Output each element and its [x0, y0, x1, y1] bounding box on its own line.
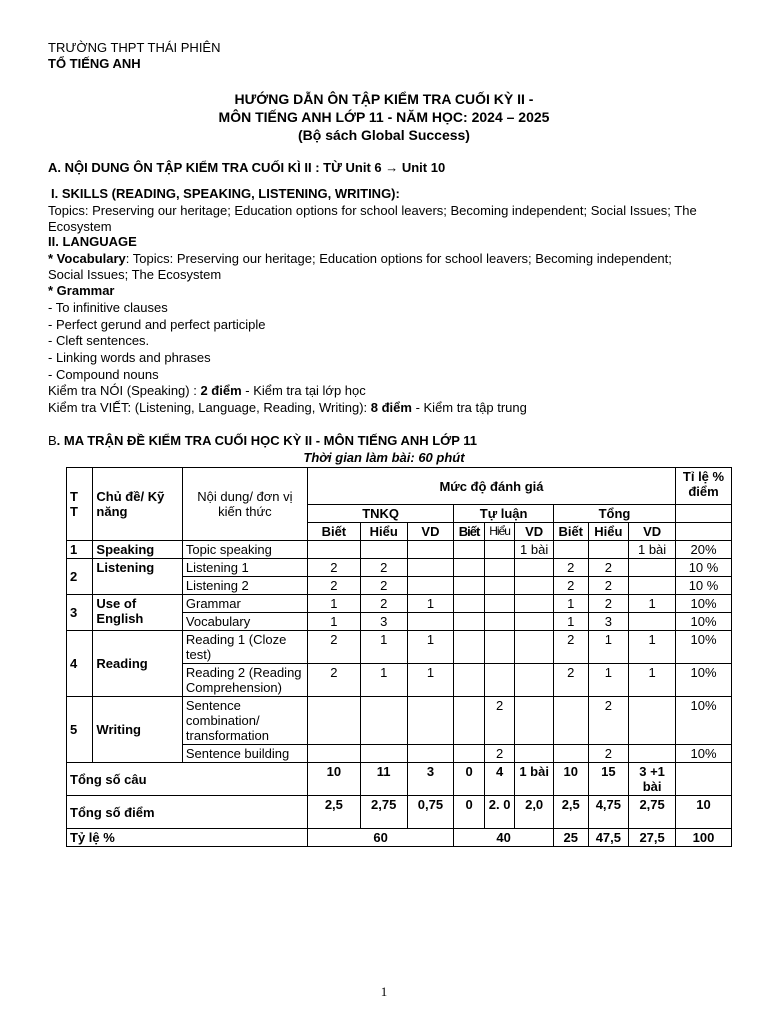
cell-value: 1 — [629, 595, 676, 613]
grammar-item: - To infinitive clauses — [48, 300, 168, 315]
cell-value: 1 — [588, 664, 629, 697]
language-heading: II. LANGUAGE — [48, 234, 137, 249]
header-tong: Tổng — [553, 505, 675, 523]
speaking-score: 2 điểm — [200, 383, 242, 398]
skills-heading: I. SKILLS (READING, SPEAKING, LISTENING, WRITING): — [51, 186, 400, 201]
cell-value: 1 — [360, 631, 407, 664]
row-ratio: 10 % — [676, 577, 732, 595]
vocabulary-label: * Vocabulary — [48, 251, 126, 266]
cell-value: 1 — [407, 595, 454, 613]
grammar-item: - Perfect gerund and perfect participle — [48, 317, 266, 332]
row-label: Tổng số câu — [67, 763, 308, 796]
cell-value: 2 — [360, 595, 407, 613]
row-content: Grammar — [182, 595, 307, 613]
table-row — [67, 697, 732, 745]
cell-value: 3 — [588, 613, 629, 631]
cell-value: 2 — [307, 664, 360, 697]
table-row — [67, 595, 732, 613]
cell-value: 15 — [588, 763, 629, 796]
speaking-prefix: Kiểm tra NÓI (Speaking) : — [48, 383, 201, 398]
table-header-row — [67, 468, 732, 505]
cell-value: 27,5 — [629, 829, 676, 847]
cell-value: 100 — [676, 829, 732, 847]
cell-value: 1 bài — [629, 541, 676, 559]
table-row — [67, 559, 732, 577]
row-topic: Writing — [93, 697, 182, 763]
test-duration: Thời gian làm bài: 60 phút — [303, 450, 465, 465]
cell-value: 2 — [588, 697, 629, 745]
cell-value: 1 — [360, 664, 407, 697]
row-number: 5 — [67, 697, 93, 763]
cell-value: 2 — [484, 745, 515, 763]
header-vd: VD — [407, 523, 454, 541]
row-ratio: 10% — [676, 595, 732, 613]
cell-value: 2,5 — [553, 796, 588, 829]
title-line-2: MÔN TIẾNG ANH LỚP 11 - NĂM HỌC: 2024 – 2025 — [218, 109, 550, 125]
cell-value: 0,75 — [407, 796, 454, 829]
row-number: 4 — [67, 631, 93, 697]
cell-value: 2 — [553, 631, 588, 664]
grammar-label: * Grammar — [48, 283, 115, 298]
title-line-3: (Bộ sách Global Success) — [298, 127, 470, 143]
cell-value: 47,5 — [588, 829, 629, 847]
row-content: Sentence combination/ transformation — [182, 697, 307, 745]
cell-value: 3 +1 bài — [629, 763, 676, 796]
cell-value: 25 — [553, 829, 588, 847]
total-questions-row — [67, 763, 732, 796]
row-content: Vocabulary — [182, 613, 307, 631]
row-ratio: 10 % — [676, 559, 732, 577]
section-b-heading — [48, 433, 477, 449]
row-ratio: 10% — [676, 697, 732, 745]
empty-cell — [676, 523, 732, 541]
section-a-heading: A. NỘI DUNG ÔN TẬP KIỂM TRA CUỐI KÌ II : TỪ Unit 6 → Unit 10 — [48, 160, 446, 175]
row-content: Reading 1 (Cloze test) — [182, 631, 307, 664]
cell-value: 10 — [553, 763, 588, 796]
row-number: 3 — [67, 595, 93, 631]
cell-value: 2 — [553, 664, 588, 697]
cell-value: 2 — [588, 559, 629, 577]
row-number: 1 — [67, 541, 93, 559]
cell-value: 1 — [407, 664, 454, 697]
cell-value: 2 — [307, 577, 360, 595]
cell-value: 2 — [360, 577, 407, 595]
vocabulary-paragraph — [48, 251, 708, 283]
table-row — [67, 631, 732, 664]
header-vd: VD — [515, 523, 554, 541]
cell-value: 1 — [553, 613, 588, 631]
header-ratio: Tỉ lệ % điểm — [676, 468, 732, 505]
total-points-row — [67, 796, 732, 829]
cell-value: 1 — [307, 613, 360, 631]
header-vd: VD — [629, 523, 676, 541]
header-hieu: Hiểu — [588, 523, 629, 541]
section-b-title: . MA TRẬN ĐỀ KIỂM TRA CUỐI HỌC KỲ II - MÔN TIẾNG ANH LỚP 11 — [56, 433, 478, 448]
cell-value: 0 — [454, 796, 485, 829]
row-content: Listening 1 — [182, 559, 307, 577]
row-ratio: 10% — [676, 631, 732, 664]
cell-value: 4 — [484, 763, 515, 796]
title-line-1: HƯỚNG DẪN ÔN TẬP KIỂM TRA CUỐI KỲ II - — [234, 91, 534, 107]
cell-value: 2 — [360, 559, 407, 577]
skills-topics: Topics: Preserving our heritage; Education options for school leavers; Becoming independent; Social Issues; The Ecosystem — [48, 203, 697, 234]
cell-value: 1 — [629, 664, 676, 697]
cell-value: 1 — [553, 595, 588, 613]
cell-value: 1 bài — [515, 763, 554, 796]
row-topic: Reading — [93, 631, 182, 697]
cell-value: 40 — [454, 829, 554, 847]
cell-value: 60 — [307, 829, 453, 847]
row-topic: Use of English — [93, 595, 182, 631]
row-content: Reading 2 (Reading Comprehension) — [182, 664, 307, 697]
header-biet: Biết — [553, 523, 588, 541]
cell-value: 2 — [484, 697, 515, 745]
ratio-row — [67, 829, 732, 847]
header-level: Mức độ đánh giá — [307, 468, 675, 505]
department-name: TỔ TIẾNG ANH — [48, 56, 141, 71]
cell-value: 3 — [407, 763, 454, 796]
cell-value: 2. 0 — [484, 796, 515, 829]
table-row — [67, 541, 732, 559]
header-tt: T T — [67, 468, 93, 541]
grammar-item: - Linking words and phrases — [48, 350, 211, 365]
row-label: Tỷ lệ % — [67, 829, 308, 847]
cell-value: 3 — [360, 613, 407, 631]
header-biet: Biết — [307, 523, 360, 541]
header-tu-luan: Tự luận — [454, 505, 554, 523]
cell-value: 2 — [307, 631, 360, 664]
cell-value: 2 — [553, 559, 588, 577]
cell-value: 11 — [360, 763, 407, 796]
cell-value: 2,5 — [307, 796, 360, 829]
page-number: 1 — [380, 984, 388, 999]
writing-test-info — [48, 400, 527, 416]
header-content: Nội dung/ đơn vị kiến thức — [182, 468, 307, 541]
cell-value: 1 bài — [515, 541, 554, 559]
writing-prefix: Kiểm tra VIẾT: (Listening, Language, Reading, Writing): — [48, 400, 371, 415]
header-topic: Chủ đề/ Kỹ năng — [93, 468, 182, 541]
speaking-suffix: - Kiểm tra tại lớp học — [241, 383, 366, 398]
cell-value: 2,75 — [360, 796, 407, 829]
cell-value: 2,0 — [515, 796, 554, 829]
cell-value: 2 — [588, 745, 629, 763]
cell-value: 1 — [307, 595, 360, 613]
cell-value: 2 — [588, 577, 629, 595]
section-b-letter: B — [48, 433, 57, 448]
cell-value: 2 — [588, 595, 629, 613]
cell-value: 10 — [676, 796, 732, 829]
cell-value: 2,75 — [629, 796, 676, 829]
row-topic: Speaking — [93, 541, 182, 559]
row-ratio: 20% — [676, 541, 732, 559]
cell-value: 2 — [553, 577, 588, 595]
row-label: Tổng số điểm — [67, 796, 308, 829]
header-biet: Biết — [454, 523, 485, 541]
grammar-item: - Compound nouns — [48, 367, 159, 382]
empty-cell — [676, 505, 732, 523]
grammar-item: - Cleft sentences. — [48, 333, 150, 348]
cell-value: 0 — [454, 763, 485, 796]
header-hieu: Hiểu — [484, 523, 515, 541]
row-content: Topic speaking — [182, 541, 307, 559]
test-matrix-table — [66, 467, 732, 847]
row-content: Listening 2 — [182, 577, 307, 595]
school-name: TRƯỜNG THPT THÁI PHIÊN — [48, 40, 221, 55]
speaking-test-info — [48, 383, 366, 399]
cell-value: 10 — [307, 763, 360, 796]
writing-score: 8 điểm — [370, 400, 412, 415]
header-tnkq: TNKQ — [307, 505, 453, 523]
header-hieu: Hiểu — [360, 523, 407, 541]
row-topic: Listening — [93, 559, 182, 595]
row-content: Sentence building — [182, 745, 307, 763]
cell-value: 1 — [588, 631, 629, 664]
writing-suffix: - Kiểm tra tập trung — [411, 400, 527, 415]
vocabulary-text: : Topics: Preserving our heritage; Education options for school leavers; Becoming independent; Social Issues; The Ecosystem — [48, 251, 672, 282]
cell-value: 1 — [629, 631, 676, 664]
row-ratio: 10% — [676, 745, 732, 763]
cell-value: 2 — [307, 559, 360, 577]
row-number: 2 — [67, 559, 93, 595]
cell-value: 1 — [407, 631, 454, 664]
row-ratio: 10% — [676, 613, 732, 631]
row-ratio: 10% — [676, 664, 732, 697]
cell-value: 4,75 — [588, 796, 629, 829]
